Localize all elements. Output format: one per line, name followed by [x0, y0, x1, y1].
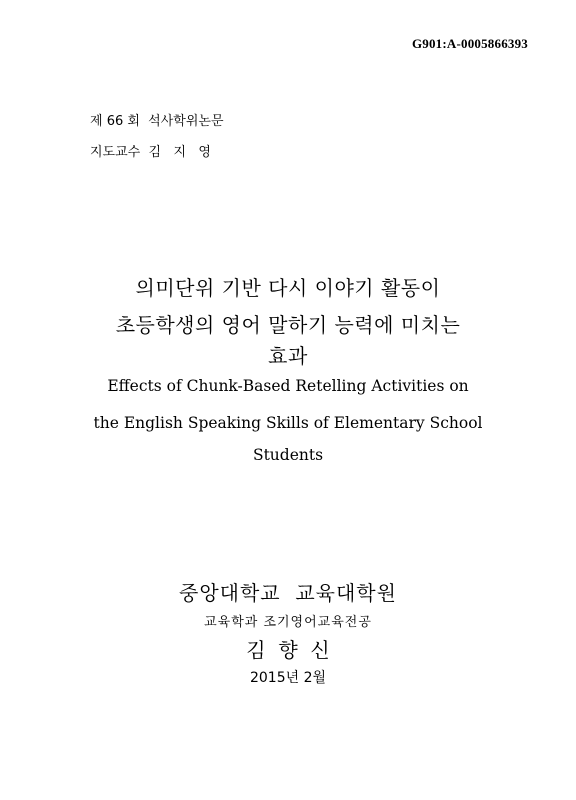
author-name: 김 향 신: [246, 638, 330, 662]
english-title-line-1: Effects of Chunk-Based Retelling Activities on: [107, 377, 469, 395]
english-title-line-2: the English Speaking Skills of Elementary School: [93, 414, 483, 432]
english-title-line-3: Students: [252, 446, 324, 464]
korean-title-line-1: 의미단위 기반 다시 이야기 활동이: [135, 276, 441, 300]
department-major: 교육학과 조기영어교육전공: [204, 615, 372, 630]
submission-date: 2015년 2월: [249, 670, 327, 686]
korean-title-line-3: 효과: [268, 344, 308, 368]
thesis-number: 제 66 회 석사학위논문: [90, 114, 224, 129]
institution-name: 중앙대학교 교육대학원: [179, 581, 397, 605]
document-id: G901:A-0005866393: [411, 36, 528, 51]
korean-title-line-2: 초등학생의 영어 말하기 능력에 미치는: [115, 313, 461, 337]
advisor: 지도교수 김 지 영: [90, 145, 211, 160]
